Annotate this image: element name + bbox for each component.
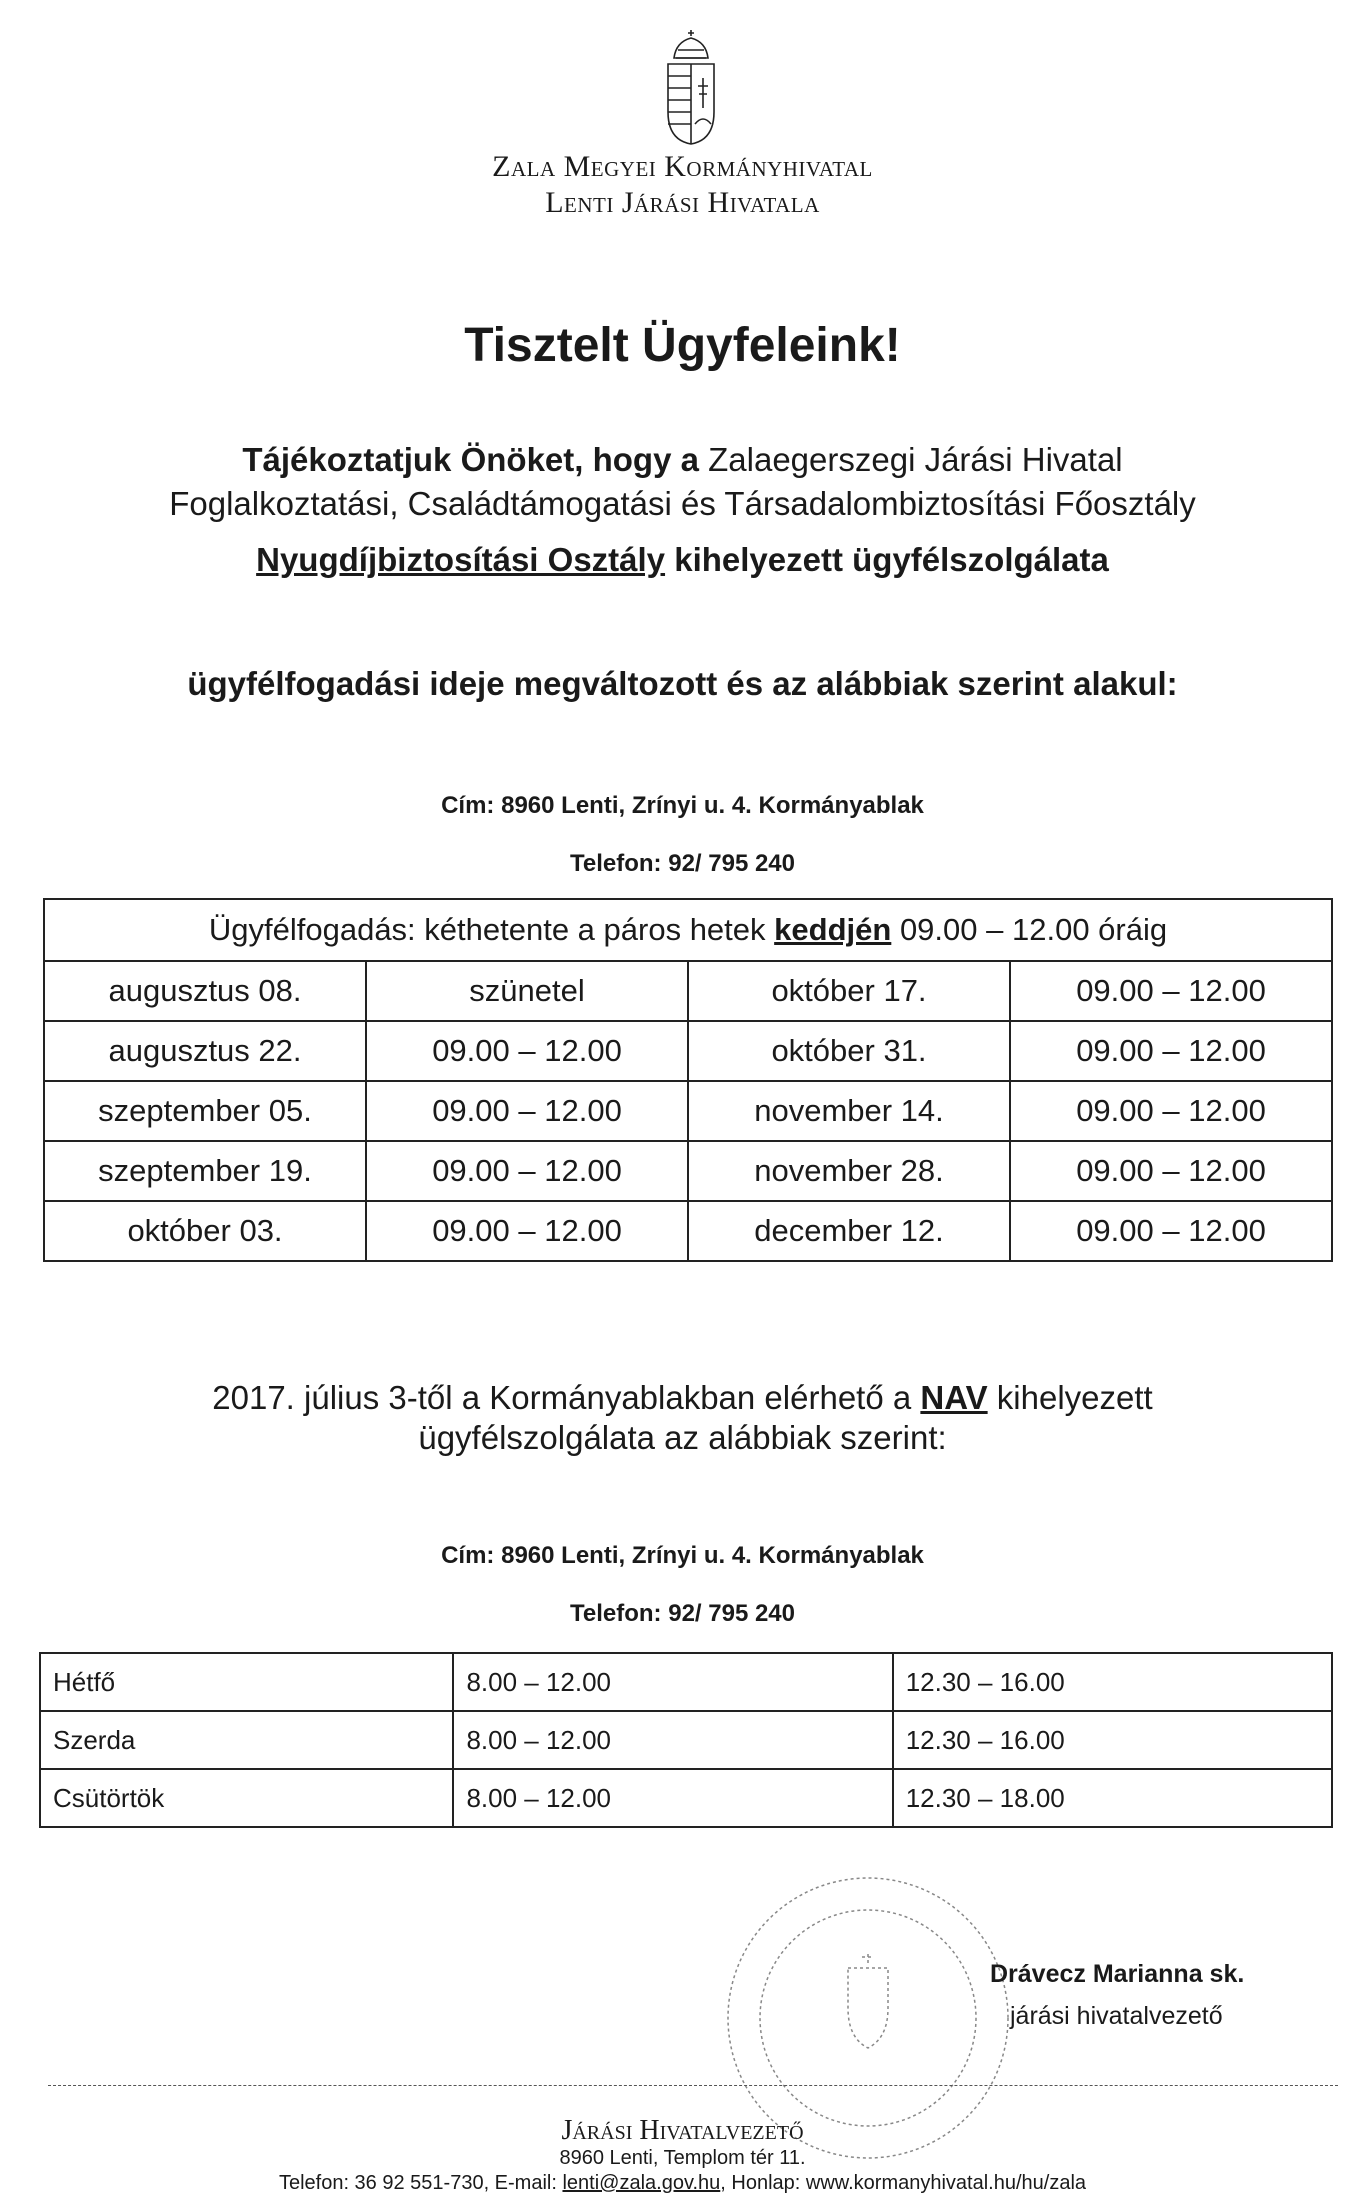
coat-of-arms-icon [662, 28, 720, 148]
table-cell: december 12. [688, 1201, 1010, 1261]
section1-phone: Telefon: 92/ 795 240 [570, 850, 795, 877]
table-cell: 8.00 – 12.00 [453, 1653, 892, 1711]
table-cell: 12.30 – 16.00 [893, 1653, 1332, 1711]
schedule-table [43, 898, 1333, 1262]
table-cell: szeptember 19. [44, 1141, 366, 1201]
table-cell: 09.00 – 12.00 [1010, 961, 1332, 1021]
section2-line2: ügyfélszolgálata az alábbiak szerint: [418, 1419, 947, 1456]
table-cell: szeptember 05. [44, 1081, 366, 1141]
section2-address: Cím: 8960 Lenti, Zrínyi u. 4. Kormányablak [441, 1542, 924, 1569]
intro-line3 [0, 540, 1365, 580]
table-row [44, 1021, 1332, 1081]
footer-address: 8960 Lenti, Templom tér 11. [559, 2147, 806, 2169]
footer-divider [48, 2085, 1338, 2086]
footer-contact-pre: Telefon: 36 92 551-730, E-mail: [278, 2172, 557, 2194]
table-cell: 8.00 – 12.00 [453, 1769, 892, 1827]
table-row [44, 1201, 1332, 1261]
schedule-header [44, 899, 1332, 961]
signatory-name: Drávecz Marianna sk. [990, 1960, 1245, 1988]
org-name-line2: Lenti Járási Hivatala [545, 186, 820, 219]
schedule-header-post: 09.00 – 12.00 óráig [899, 912, 1168, 947]
intro-line3-underlined: Nyugdíjbiztosítási Osztály [256, 541, 666, 578]
table-cell: 09.00 – 12.00 [1010, 1141, 1332, 1201]
table-cell: 09.00 – 12.00 [366, 1201, 688, 1261]
org-name-line1: Zala Megyei Kormányhivatal [492, 150, 873, 183]
table-row [40, 1711, 1332, 1769]
nav-emphasis: NAV [920, 1379, 988, 1416]
greeting-heading: Tisztelt Ügyfeleink! [464, 319, 901, 372]
table-cell: Szerda [40, 1711, 453, 1769]
footer-email-link[interactable]: lenti@zala.gov.hu [562, 2172, 721, 2194]
intro-line1-rest: Zalaegerszegi Járási Hivatal [708, 441, 1123, 478]
table-cell: Csütörtök [40, 1769, 453, 1827]
table-cell: október 17. [688, 961, 1010, 1021]
intro-line1-bold: Tájékoztatjuk Önöket, hogy a [242, 441, 699, 478]
section2-phone: Telefon: 92/ 795 240 [570, 1600, 795, 1627]
table-cell: augusztus 08. [44, 961, 366, 1021]
table-cell: Hétfő [40, 1653, 453, 1711]
table-row [44, 961, 1332, 1021]
table-cell: 09.00 – 12.00 [366, 1081, 688, 1141]
table-row [44, 1081, 1332, 1141]
table-cell: 09.00 – 12.00 [366, 1021, 688, 1081]
table-cell: 09.00 – 12.00 [1010, 1021, 1332, 1081]
intro-line3-rest: kihelyezett ügyfélszolgálata [674, 541, 1109, 578]
section2-line1 [0, 1378, 1365, 1418]
table-cell: október 31. [688, 1021, 1010, 1081]
footer-title: Járási Hivatalvezető [561, 2115, 804, 2146]
intro-line1 [0, 440, 1365, 480]
table-row [40, 1653, 1332, 1711]
intro-line4: ügyfélfogadási ideje megváltozott és az alábbiak szerint alakul: [187, 665, 1178, 702]
table-cell: október 03. [44, 1201, 366, 1261]
table-row [44, 1141, 1332, 1201]
table-cell: november 14. [688, 1081, 1010, 1141]
footer-website: , Honlap: www.kormanyhivatal.hu/hu/zala [720, 2172, 1087, 2194]
section2-line1-pre: 2017. július 3-től a Kormányablakban elérhető a [212, 1379, 912, 1416]
table-cell: szünetel [366, 961, 688, 1021]
table-cell: 09.00 – 12.00 [366, 1141, 688, 1201]
table-cell: 12.30 – 18.00 [893, 1769, 1332, 1827]
table-cell: 8.00 – 12.00 [453, 1711, 892, 1769]
schedule-header-emph: keddjén [774, 912, 892, 947]
table-cell: 12.30 – 16.00 [893, 1711, 1332, 1769]
signatory-title: járási hivatalvezető [1010, 2002, 1223, 2030]
table-cell: augusztus 22. [44, 1021, 366, 1081]
intro-line2: Foglalkoztatási, Családtámogatási és Társadalombiztosítási Főosztály [169, 485, 1196, 522]
section1-address: Cím: 8960 Lenti, Zrínyi u. 4. Kormányablak [441, 792, 924, 819]
schedule-header-pre: Ügyfélfogadás: kéthetente a páros hetek [208, 912, 766, 947]
footer-contact [0, 2172, 1365, 2195]
section2-line1-post: kihelyezett [996, 1379, 1153, 1416]
table-cell: 09.00 – 12.00 [1010, 1201, 1332, 1261]
table-cell: november 28. [688, 1141, 1010, 1201]
nav-schedule-table [39, 1652, 1333, 1828]
table-cell: 09.00 – 12.00 [1010, 1081, 1332, 1141]
table-row [40, 1769, 1332, 1827]
